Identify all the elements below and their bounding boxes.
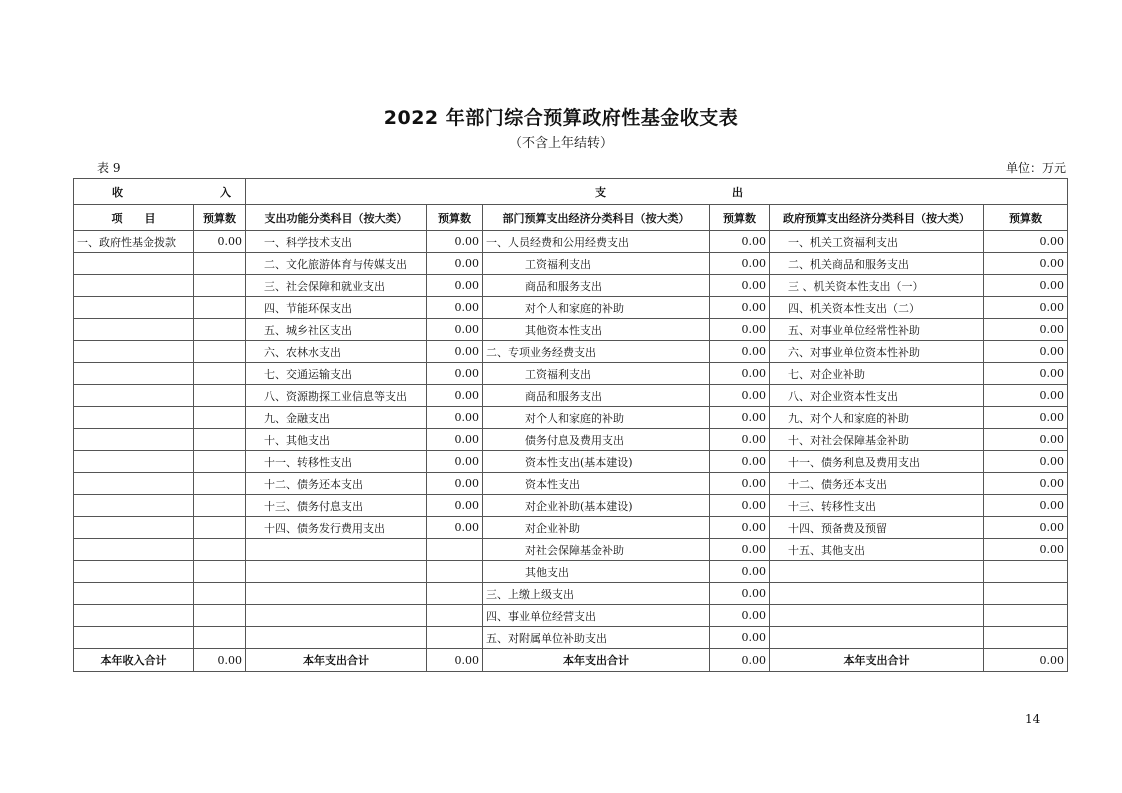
func-amount-cell: 0.00 [427,231,483,253]
table-row [74,627,1068,649]
func-item-cell [246,539,427,561]
income-amount-cell [194,605,246,627]
func-item-cell: 十一、转移性支出 [246,451,427,473]
income-item-cell [74,539,194,561]
col-header-func: 支出功能分类科目（按大类） [246,205,427,231]
income-item-cell [74,341,194,363]
income-item-cell [74,429,194,451]
income-item-cell: 一、政府性基金拨款 [74,231,194,253]
income-item-cell [74,517,194,539]
gov-amount-cell: 0.00 [984,517,1068,539]
gov-item-cell: 八、对企业资本性支出 [770,385,984,407]
income-header [74,179,246,205]
gov-amount-cell: 0.00 [984,451,1068,473]
income-item-cell [74,561,194,583]
income-amount-cell [194,429,246,451]
dept-item-cell: 对个人和家庭的补助 [483,407,710,429]
total-income-amount: 0.00 [194,649,246,672]
gov-item-cell [770,627,984,649]
func-item-cell [246,605,427,627]
income-item-cell [74,605,194,627]
func-amount-cell [427,627,483,649]
table-row [74,363,1068,385]
income-amount-cell [194,275,246,297]
gov-amount-cell: 0.00 [984,319,1068,341]
dept-item-cell: 对企业补助(基本建设) [483,495,710,517]
func-amount-cell: 0.00 [427,495,483,517]
col-header-budget: 预算数 [984,205,1068,231]
page-title: 2022 年部门综合预算政府性基金收支表 [383,107,739,129]
income-item-cell [74,451,194,473]
dept-item-cell: 债务付息及费用支出 [483,429,710,451]
func-amount-cell: 0.00 [427,319,483,341]
header-row-2 [74,205,1068,231]
page-subtitle: （不含上年结转） [508,136,613,151]
dept-item-cell: 二、专项业务经费支出 [483,341,710,363]
income-item-cell [74,495,194,517]
dept-item-cell: 五、对附属单位补助支出 [483,627,710,649]
income-amount-cell: 0.00 [194,231,246,253]
income-amount-cell [194,253,246,275]
dept-amount-cell: 0.00 [710,341,770,363]
func-item-cell: 十二、债务还本支出 [246,473,427,495]
dept-item-cell: 四、事业单位经营支出 [483,605,710,627]
table-row [74,539,1068,561]
income-header-char-1: 收 [112,185,123,199]
dept-item-cell: 其他资本性支出 [483,319,710,341]
func-amount-cell: 0.00 [427,297,483,319]
dept-amount-cell: 0.00 [710,297,770,319]
dept-amount-cell: 0.00 [710,451,770,473]
gov-item-cell: 九、对个人和家庭的补助 [770,407,984,429]
table-row [74,451,1068,473]
gov-item-cell: 十一、债务利息及费用支出 [770,451,984,473]
page-number: 14 [1025,712,1041,726]
dept-item-cell: 商品和服务支出 [483,275,710,297]
dept-amount-cell: 0.00 [710,275,770,297]
dept-amount-cell: 0.00 [710,385,770,407]
dept-amount-cell: 0.00 [710,627,770,649]
table-row [74,517,1068,539]
dept-item-cell: 三、上缴上级支出 [483,583,710,605]
gov-amount-cell: 0.00 [984,363,1068,385]
func-item-cell [246,627,427,649]
dept-amount-cell: 0.00 [710,561,770,583]
func-amount-cell: 0.00 [427,429,483,451]
table-row [74,473,1068,495]
func-item-cell: 七、交通运输支出 [246,363,427,385]
table-row [74,297,1068,319]
col-header-budget: 预算数 [710,205,770,231]
gov-amount-cell: 0.00 [984,253,1068,275]
gov-amount-cell [984,583,1068,605]
dept-item-cell: 一、人员经费和公用经费支出 [483,231,710,253]
total-dept-amount: 0.00 [710,649,770,672]
gov-amount-cell: 0.00 [984,297,1068,319]
budget-table [73,178,1068,672]
gov-item-cell: 二、机关商品和服务支出 [770,253,984,275]
gov-amount-cell: 0.00 [984,407,1068,429]
income-amount-cell [194,627,246,649]
dept-item-cell: 商品和服务支出 [483,385,710,407]
func-item-cell: 十四、债务发行费用支出 [246,517,427,539]
table-row [74,319,1068,341]
income-amount-cell [194,473,246,495]
gov-item-cell: 六、对事业单位资本性补助 [770,341,984,363]
income-item-cell [74,275,194,297]
func-amount-cell: 0.00 [427,385,483,407]
gov-item-cell [770,583,984,605]
func-amount-cell: 0.00 [427,407,483,429]
col-header-gov-econ: 政府预算支出经济分类科目（按大类） [770,205,984,231]
income-amount-cell [194,319,246,341]
table-row [74,605,1068,627]
col-header-budget: 预算数 [194,205,246,231]
func-amount-cell: 0.00 [427,473,483,495]
func-item-cell: 九、金融支出 [246,407,427,429]
dept-amount-cell: 0.00 [710,429,770,451]
income-amount-cell [194,407,246,429]
gov-item-cell: 十三、转移性支出 [770,495,984,517]
gov-amount-cell: 0.00 [984,429,1068,451]
func-amount-cell: 0.00 [427,517,483,539]
income-header-char-2: 入 [220,185,231,199]
income-amount-cell [194,539,246,561]
gov-item-cell: 七、对企业补助 [770,363,984,385]
gov-item-cell: 十五、其他支出 [770,539,984,561]
func-amount-cell [427,605,483,627]
gov-item-cell: 五、对事业单位经常性补助 [770,319,984,341]
func-amount-cell [427,583,483,605]
expense-header [246,179,1068,205]
table-row [74,429,1068,451]
col-header-dept-econ: 部门预算支出经济分类科目（按大类） [483,205,710,231]
total-dept-label: 本年支出合计 [483,649,710,672]
gov-amount-cell: 0.00 [984,341,1068,363]
income-amount-cell [194,517,246,539]
gov-amount-cell [984,605,1068,627]
gov-item-cell: 十四、预备费及预留 [770,517,984,539]
income-item-cell [74,627,194,649]
income-amount-cell [194,495,246,517]
table-row [74,341,1068,363]
gov-amount-cell: 0.00 [984,275,1068,297]
gov-item-cell [770,605,984,627]
dept-item-cell: 工资福利支出 [483,363,710,385]
dept-item-cell: 对个人和家庭的补助 [483,297,710,319]
gov-amount-cell: 0.00 [984,495,1068,517]
total-gov-label: 本年支出合计 [770,649,984,672]
table-row [74,231,1068,253]
unit-label: 单位：万元 [1005,161,1066,175]
func-item-cell: 八、资源勘探工业信息等支出 [246,385,427,407]
gov-amount-cell [984,561,1068,583]
table-row [74,385,1068,407]
table-row [74,495,1068,517]
income-amount-cell [194,363,246,385]
dept-item-cell: 其他支出 [483,561,710,583]
income-item-cell [74,363,194,385]
func-item-cell: 十、其他支出 [246,429,427,451]
expense-header-char-2: 出 [732,185,743,199]
dept-amount-cell: 0.00 [710,231,770,253]
gov-amount-cell: 0.00 [984,539,1068,561]
func-item-cell: 六、农林水支出 [246,341,427,363]
expense-header-char-1: 支 [595,185,606,199]
func-item-cell [246,583,427,605]
total-func-label: 本年支出合计 [246,649,427,672]
gov-item-cell [770,561,984,583]
totals-row [74,649,1068,672]
col-header-budget: 预算数 [427,205,483,231]
total-func-amount: 0.00 [427,649,483,672]
gov-item-cell: 十二、债务还本支出 [770,473,984,495]
gov-amount-cell: 0.00 [984,385,1068,407]
dept-amount-cell: 0.00 [710,473,770,495]
func-amount-cell: 0.00 [427,253,483,275]
func-item-cell: 三、社会保障和就业支出 [246,275,427,297]
func-amount-cell: 0.00 [427,275,483,297]
dept-item-cell: 对社会保障基金补助 [483,539,710,561]
income-item-cell [74,319,194,341]
func-amount-cell: 0.00 [427,363,483,385]
table-number: 表 9 [97,161,121,175]
income-item-cell [74,473,194,495]
income-item-cell [74,583,194,605]
func-amount-cell: 0.00 [427,451,483,473]
gov-item-cell: 十、对社会保障基金补助 [770,429,984,451]
total-income-label: 本年收入合计 [74,649,194,672]
table-row [74,583,1068,605]
income-item-cell [74,407,194,429]
dept-amount-cell: 0.00 [710,363,770,385]
func-amount-cell [427,539,483,561]
table-row [74,253,1068,275]
gov-amount-cell [984,627,1068,649]
gov-amount-cell: 0.00 [984,231,1068,253]
func-item-cell: 十三、债务付息支出 [246,495,427,517]
gov-item-cell: 四、机关资本性支出（二） [770,297,984,319]
header-row-1 [74,179,1068,205]
func-item-cell: 四、节能环保支出 [246,297,427,319]
total-gov-amount: 0.00 [984,649,1068,672]
table-row [74,561,1068,583]
func-item-cell: 五、城乡社区支出 [246,319,427,341]
income-amount-cell [194,297,246,319]
gov-amount-cell: 0.00 [984,473,1068,495]
dept-item-cell: 资本性支出(基本建设) [483,451,710,473]
income-item-cell [74,297,194,319]
func-item-cell [246,561,427,583]
gov-item-cell: 一、机关工资福利支出 [770,231,984,253]
table-row [74,275,1068,297]
dept-amount-cell: 0.00 [710,253,770,275]
dept-amount-cell: 0.00 [710,605,770,627]
dept-amount-cell: 0.00 [710,495,770,517]
dept-amount-cell: 0.00 [710,319,770,341]
dept-amount-cell: 0.00 [710,539,770,561]
col-header-item: 项 目 [74,205,194,231]
income-item-cell [74,253,194,275]
table-row [74,407,1068,429]
income-item-cell [74,385,194,407]
income-amount-cell [194,561,246,583]
dept-item-cell: 对企业补助 [483,517,710,539]
income-amount-cell [194,451,246,473]
dept-item-cell: 工资福利支出 [483,253,710,275]
gov-item-cell: 三 、机关资本性支出（一） [770,275,984,297]
income-amount-cell [194,385,246,407]
dept-amount-cell: 0.00 [710,583,770,605]
dept-amount-cell: 0.00 [710,517,770,539]
dept-item-cell: 资本性支出 [483,473,710,495]
func-item-cell: 二、文化旅游体育与传媒支出 [246,253,427,275]
func-item-cell: 一、科学技术支出 [246,231,427,253]
income-amount-cell [194,341,246,363]
func-amount-cell [427,561,483,583]
dept-amount-cell: 0.00 [710,407,770,429]
func-amount-cell: 0.00 [427,341,483,363]
income-amount-cell [194,583,246,605]
